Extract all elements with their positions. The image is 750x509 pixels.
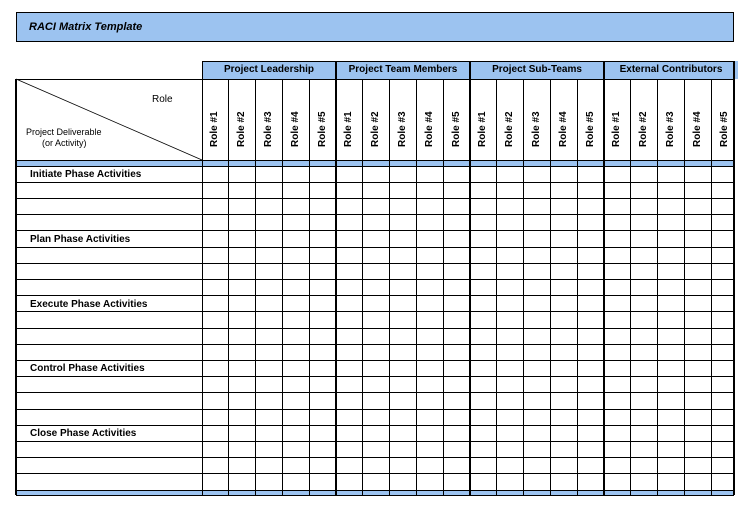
role-header: Role #4	[423, 111, 435, 147]
role-header: Role #5	[718, 111, 730, 147]
header-bottom-line	[16, 160, 734, 161]
row-line	[16, 214, 734, 215]
row-line	[16, 311, 734, 312]
corner-role-label: Role	[152, 94, 173, 105]
column-line	[523, 79, 524, 495]
header-left-top-line	[16, 79, 202, 80]
row-line	[16, 230, 734, 231]
role-header: Role #3	[397, 111, 408, 147]
column-line	[282, 79, 283, 495]
row-line	[16, 344, 734, 345]
left-border	[15, 79, 17, 495]
row-line	[16, 247, 734, 248]
column-line	[577, 79, 578, 495]
row-line	[16, 279, 734, 280]
corner-deliverable-label: Project Deliverable	[26, 127, 102, 137]
role-header: Role #5	[450, 111, 462, 147]
role-header: Role #4	[691, 111, 703, 147]
row-line	[16, 263, 734, 264]
column-line	[443, 79, 444, 495]
role-header: Role #5	[584, 111, 596, 147]
table-bottom-line	[16, 490, 734, 491]
label-column-border	[202, 61, 203, 495]
role-header: Role #1	[611, 111, 623, 147]
role-header: Role #2	[236, 111, 248, 147]
role-header: Role #1	[209, 111, 221, 147]
column-line	[389, 79, 390, 495]
role-header: Role #4	[557, 111, 569, 147]
role-header: Role #3	[263, 111, 274, 147]
column-line	[550, 79, 551, 495]
page-title: RACI Matrix Template	[29, 21, 143, 33]
column-line	[416, 79, 417, 495]
column-line	[362, 79, 363, 495]
column-line	[255, 79, 256, 495]
group-divider-line	[469, 61, 471, 495]
column-line	[630, 79, 631, 495]
role-header: Role #2	[370, 111, 382, 147]
row-line	[16, 425, 734, 426]
row-line	[16, 376, 734, 377]
role-header: Role #2	[504, 111, 516, 147]
row-line	[16, 457, 734, 458]
row-line	[16, 328, 734, 329]
column-line	[309, 79, 310, 495]
role-header: Role #4	[289, 111, 301, 147]
role-header: Role #5	[316, 111, 328, 147]
group-header-1: Project Leadership	[223, 64, 315, 75]
phase-label: Control Phase Activities	[30, 363, 145, 375]
role-header: Role #3	[665, 111, 676, 147]
group-header-3: Project Sub-Teams	[492, 64, 582, 75]
phase-label: Close Phase Activities	[30, 428, 137, 440]
corner-diagonal-line	[16, 79, 202, 160]
row-line	[16, 441, 734, 442]
role-header: Role #1	[477, 111, 489, 147]
column-line	[657, 79, 658, 495]
role-header: Role #2	[638, 111, 650, 147]
row-line	[16, 409, 734, 410]
group-divider-line	[335, 61, 337, 495]
group-header-2: Project Team Members	[348, 64, 458, 75]
role-header: Role #3	[531, 111, 542, 147]
row-line	[16, 392, 734, 393]
phase-label: Initiate Phase Activities	[30, 169, 142, 180]
row-line	[16, 182, 734, 183]
corner-deliverable-sublabel: (or Activity)	[42, 138, 87, 148]
band-bottom-line	[16, 166, 734, 167]
column-line	[228, 79, 229, 495]
row-line	[16, 198, 734, 199]
phase-label: Execute Phase Activities	[30, 298, 148, 310]
role-header: Role #1	[343, 111, 355, 147]
row-line	[16, 295, 734, 296]
column-line	[496, 79, 497, 495]
group-header-4: External Contributors	[619, 64, 723, 75]
column-line	[684, 79, 685, 495]
phase-label: Plan Phase Activities	[30, 233, 131, 245]
right-border	[733, 61, 735, 495]
header-top-line	[202, 61, 734, 62]
column-line	[711, 79, 712, 495]
row-line	[16, 360, 734, 361]
group-divider-line	[603, 61, 605, 495]
footer-bottom-line	[16, 495, 734, 496]
row-line	[16, 473, 734, 474]
